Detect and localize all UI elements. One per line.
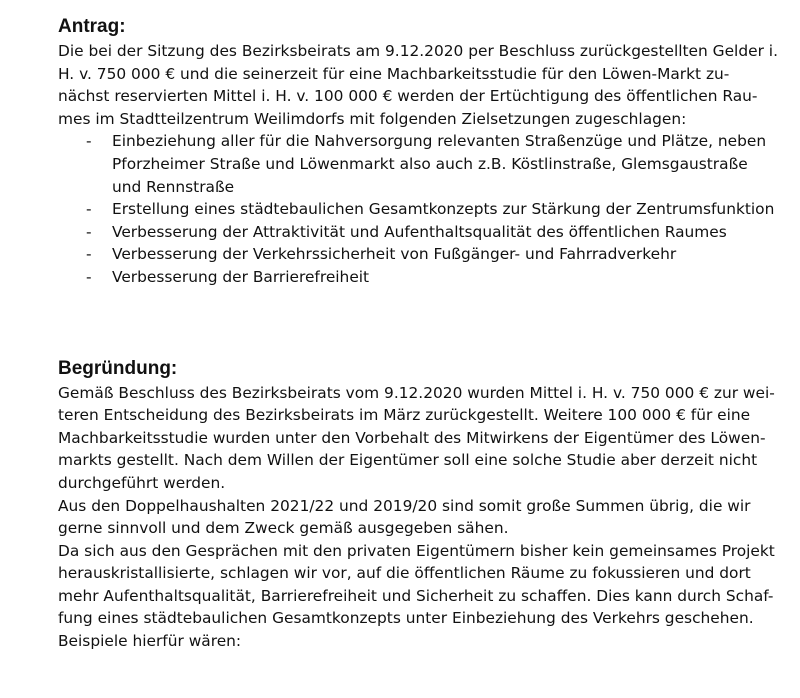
antrag-heading: Antrag: — [58, 16, 126, 37]
begruendung-line: gerne sinnvoll und dem Zweck gemäß ausgegeben sähen. — [58, 519, 509, 538]
document-page — [58, 14, 778, 653]
antrag-intro-line: nächst reservierten Mittel i. H. v. 100 000 € werden der Ertüchtigung des öffentlichen Rau- — [58, 87, 758, 106]
begruendung-heading: Begründung: — [58, 357, 178, 379]
begruendung-line: markts gestellt. Nach dem Willen der Eigentümer soll eine solche Studie aber derzeit nicht — [58, 451, 758, 470]
goal-list-item — [58, 266, 758, 289]
bullet-dash: - — [86, 132, 92, 151]
antrag-intro-line: H. v. 750 000 € und die seinerzeit für eine Machbarkeitsstudie für den Löwen-Markt zu- — [58, 64, 730, 83]
bullet-dash: - — [86, 267, 92, 286]
goal-line: und Rennstraße — [112, 177, 235, 196]
antrag-intro — [58, 40, 778, 130]
begruendung-line: teren Entscheidung des Bezirksbeirats im März zurückgestellt. Weitere 100 000 € für eine — [58, 406, 751, 425]
goal-line: Pforzheimer Straße und Löwenmarkt also auch z.B. Köstlinstraße, Glemsgaustraße — [112, 154, 748, 173]
section-spacer — [58, 289, 758, 356]
begruendung-section — [58, 356, 775, 653]
begruendung-line: Da sich aus den Gesprächen mit den privaten Eigentümern bisher kein gemeinsames Projekt — [58, 541, 775, 560]
begruendung-line: Beispiele hierfür wären: — [58, 632, 242, 651]
antrag-intro-line: Die bei der Sitzung des Bezirksbeirats am 9.12.2020 per Beschluss zurückgestellten Gelder i. — [58, 42, 778, 60]
begruendung-line: Machbarkeitsstudie wurden unter den Vorbehalt des Mitwirkens der Eigentümer des Löwen- — [58, 428, 766, 447]
begruendung-line: fung eines städtebaulichen Gesamtkonzepts unter Einbeziehung des Verkehrs geschehen. — [58, 609, 754, 628]
antrag-goal-list — [58, 130, 775, 288]
antrag-intro-line: mes im Stadtteilzentrum Weilimdorfs mit folgenden Zielsetzungen zugeschlagen: — [58, 109, 687, 128]
begruendung-line: durchgeführt werden. — [58, 473, 226, 492]
begruendung-line: Aus den Doppelhaushalten 2021/22 und 2019/20 sind somit große Summen übrig, die wir — [58, 496, 751, 515]
begruendung-line: Gemäß Beschluss des Bezirksbeirats vom 9.12.2020 wurden Mittel i. H. v. 750 000 € zur wei- — [58, 383, 775, 402]
begruendung-line: mehr Aufenthaltsqualität, Barrierefreiheit und Sicherheit zu schaffen. Dies kann durch Schaf- — [58, 586, 774, 605]
goal-line: Verbesserung der Barrierefreiheit — [112, 267, 370, 286]
goal-list-item — [58, 243, 758, 266]
goal-line: Verbesserung der Verkehrssicherheit von Fußgänger- und Fahrradverkehr — [112, 245, 677, 264]
bullet-dash: - — [86, 245, 92, 264]
antrag-section — [58, 14, 778, 289]
goal-list-item — [58, 130, 767, 198]
goal-line: Einbeziehung aller für die Nahversorgung relevanten Straßenzüge und Plätze, neben — [112, 132, 767, 151]
goal-list-item — [58, 198, 775, 221]
goal-line: Verbesserung der Attraktivität und Aufenthaltsqualität des öffentlichen Raumes — [112, 222, 727, 241]
begruendung-line: herauskristallisierte, schlagen wir vor, auf die öffentlichen Räume zu fokussieren und dort — [58, 564, 751, 583]
bullet-dash: - — [86, 222, 92, 241]
begruendung-body — [58, 382, 775, 653]
bullet-dash: - — [86, 200, 92, 219]
goal-line: Erstellung eines städtebaulichen Gesamtkonzepts zur Stärkung der Zentrumsfunktion — [112, 200, 775, 219]
goal-list-item — [58, 221, 758, 244]
